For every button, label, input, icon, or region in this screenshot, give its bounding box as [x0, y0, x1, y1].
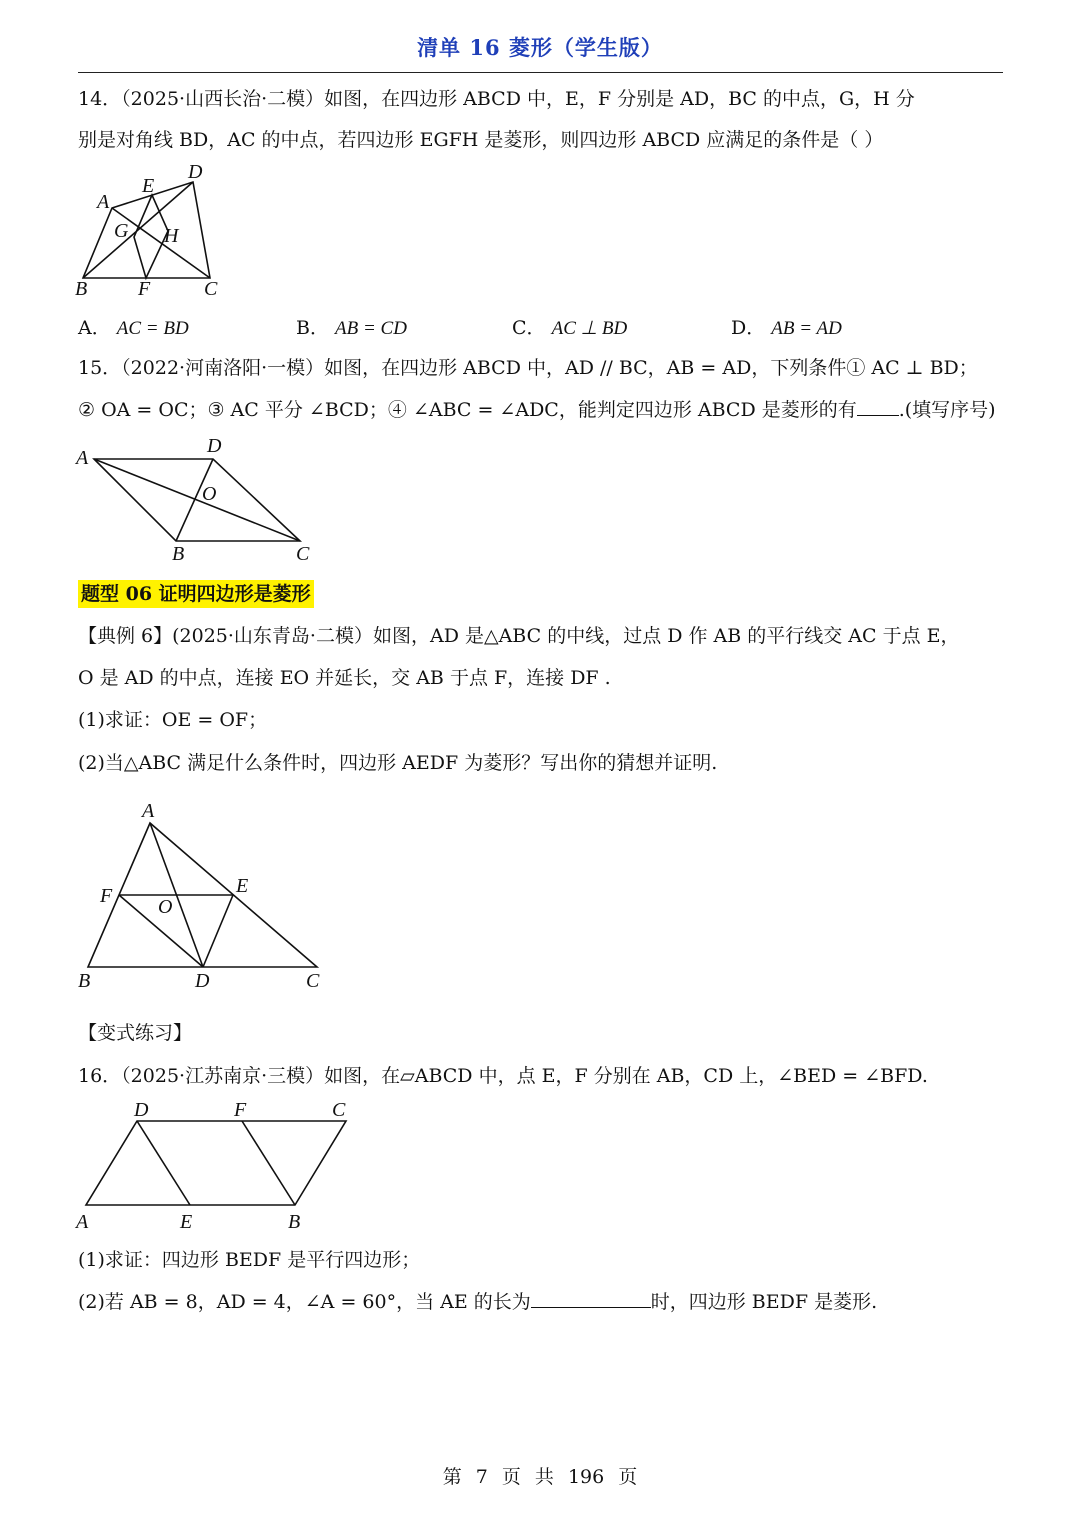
q16-segment-de: [137, 1121, 190, 1205]
q14-option-c[interactable]: [512, 313, 627, 340]
q16-label-b: B: [288, 1211, 301, 1233]
q14-option-d-letter: D．: [731, 317, 766, 339]
q14-label-f: F: [138, 278, 151, 300]
example6-label-b: B: [78, 970, 91, 992]
q14-option-b-letter: B．: [296, 317, 329, 339]
example6-part1: (1)求证：OE = OF；: [78, 709, 268, 731]
q16-label-f: F: [234, 1099, 247, 1121]
q15-answer-blank[interactable]: [857, 415, 899, 416]
q16-part2-post: 时，四边形 BEDF 是菱形.: [650, 1291, 878, 1313]
example6-label-c: C: [306, 970, 320, 992]
q15-figure: [70, 432, 320, 567]
q14-option-b-text: AB = CD: [335, 318, 407, 339]
variant-title: 【变式练习】: [78, 1022, 193, 1044]
q14-option-d-text: AB = AD: [771, 318, 842, 339]
header-divider: [78, 72, 1003, 73]
page-footer: 第 7 页 共 196 页: [442, 1466, 638, 1488]
example6-figure: [70, 795, 340, 1000]
q14-option-a-text: AC = BD: [116, 318, 189, 339]
q14-figure: [70, 160, 240, 305]
q14-line2: 别是对角线 BD，AC 的中点，若四边形 EGFH 是菱形，则四边形 ABCD 应满足的条件是（ ）: [78, 129, 884, 151]
q14-label-e: E: [142, 175, 155, 197]
q15-label-c: C: [296, 543, 310, 565]
q14-line1: 14．（2025·山西长治·二模）如图，在四边形 ABCD 中，E，F 分别是 AD，BC 的中点，G，H 分: [78, 88, 915, 110]
q15-label-b: B: [172, 543, 185, 565]
q15-line2-pre: ② OA = OC；③ AC 平分 ∠BCD；④ ∠ABC = ∠ADC，能判定四边形 ABCD 是菱形的有: [78, 399, 857, 421]
q14-option-d[interactable]: [731, 313, 842, 340]
example6-label-o: O: [158, 896, 173, 918]
q15-line1: 15．（2022·河南洛阳·一模）如图，在四边形 ABCD 中，AD // BC，AB = AD，下列条件① AC ⊥ BD；: [78, 357, 978, 379]
q16-figure: [70, 1092, 360, 1237]
q14-option-a-letter: A．: [78, 317, 111, 339]
example6-segment-ed: [203, 895, 233, 967]
q14-label-a: A: [97, 191, 110, 213]
example6-label-d: D: [195, 970, 210, 992]
q14-label-h: H: [164, 225, 179, 247]
example6-line1: 【典例 6】(2025·山东青岛·二模）如图，AD 是△ABC 的中线，过点 D 作 AB 的平行线交 AC 于点 E，: [78, 625, 960, 647]
q14-option-b[interactable]: [296, 313, 407, 340]
q16-label-c: C: [332, 1099, 346, 1121]
q14-option-a[interactable]: [78, 313, 189, 340]
q14-label-b: B: [75, 278, 88, 300]
q14-label-d: D: [188, 161, 203, 183]
example6-line2: O 是 AD 的中点，连接 EO 并延长，交 AB 于点 F，连接 DF .: [78, 667, 611, 689]
q14-option-c-text: AC ⊥ BD: [551, 318, 628, 339]
q14-label-c: C: [204, 278, 218, 300]
q16-part2: [78, 1288, 1008, 1316]
q16-part1: (1)求证：四边形 BEDF 是平行四边形；: [78, 1249, 421, 1271]
q14-diag-ac: [112, 208, 210, 278]
q15-line2-post: .(填写序号): [898, 399, 996, 421]
page-header-title: 清单 16 菱形（学生版）: [417, 35, 663, 60]
q16-label-d: D: [134, 1099, 149, 1121]
q15-line2: [78, 396, 1008, 424]
q14-label-g: G: [114, 220, 129, 242]
example6-part2: (2)当△ABC 满足什么条件时，四边形 AEDF 为菱形？写出你的猜想并证明.: [78, 752, 718, 774]
q16-part2-pre: (2)若 AB = 8，AD = 4，∠A = 60°，当 AE 的长为: [78, 1291, 531, 1313]
q16-line1: 16．（2025·江苏南京·三模）如图，在▱ABCD 中，点 E，F 分别在 AB，CD 上，∠BED = ∠BFD.: [78, 1065, 928, 1087]
example6-label-f: F: [100, 885, 113, 907]
q15-label-o: O: [202, 483, 217, 505]
q16-parallelogram-abcd: [86, 1121, 346, 1205]
q16-answer-blank[interactable]: [531, 1307, 651, 1308]
section-heading-type06: 题型 06 证明四边形是菱形: [78, 580, 314, 608]
q14-option-c-letter: C．: [512, 317, 546, 339]
q16-label-a: A: [76, 1211, 89, 1233]
example6-label-e: E: [236, 875, 249, 897]
example6-label-a: A: [142, 800, 155, 822]
q16-label-e: E: [180, 1211, 193, 1233]
q15-label-a: A: [76, 447, 89, 469]
q16-segment-bf: [242, 1121, 295, 1205]
q15-diag-ac: [94, 459, 300, 541]
q15-label-d: D: [207, 435, 222, 457]
